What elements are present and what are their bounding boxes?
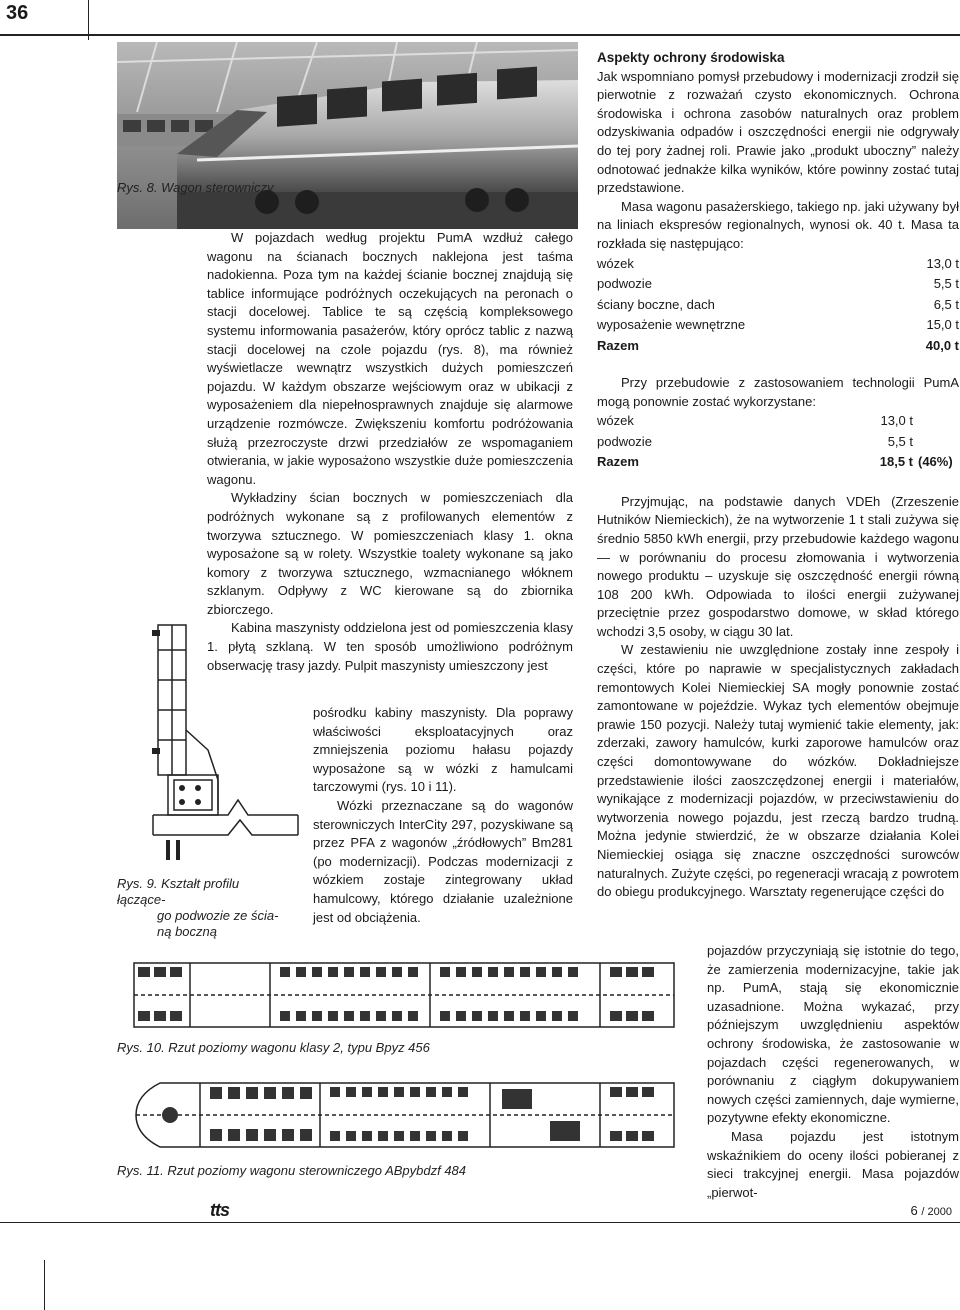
left-column-bottom [313,704,573,927]
mass-total-label: Razem [597,454,639,470]
train-photo-illustration [117,42,578,229]
right-para-3: Przy przebudowie z zastosowaniem technologii PumA mogą ponownie zostać wykorzystane: [597,375,959,409]
mass-table-reused [597,411,953,473]
mass-label: ściany boczne, dach [597,296,715,312]
fig9-caption-line-1: Rys. 9. Kształt profilu łączące- [117,876,240,907]
right-para-5-cont: pojazdów przyczyniają się istotnie do tego, że zamierzenia modernizacyjne, takie jak np. PumA, stają się ekonomicznie uzasadnione. Można wykazać, przy późniejszym uwzględnieniu aspektów ochrony środowiska, że zastosowanie w pojazdach części regenerowanych, w porównaniu z ciągłym dokupywaniem nowych części zamiennych, daje wymierne, pozytywne efekty ekonomiczne. [707,943,959,1126]
mass-row [597,295,959,316]
train-photo [117,42,578,229]
mass-total-percent: (46%) [918,454,953,470]
mass-value: 13,0 t [880,413,913,429]
mass-row [597,315,959,336]
mass-label: wózek [597,255,634,271]
floor-plan-abpybdzf484-svg [130,1075,680,1155]
mass-value: 5,5 t [887,433,913,449]
mass-value: 13,0 t [926,255,959,271]
mass-label: podwozie [597,433,652,449]
mass-label: wyposażenie wewnętrzne [597,317,746,333]
mass-label: wózek [597,413,634,429]
profile-drawing [148,620,308,870]
right-para-1: Jak wspomniano pomysł przebudowy i modernizacji zrodził się pierwotnie z rozważań czysto ekonomicznych. Ochrona środowiska i ochrona zasobów naturalnych oraz problem odzyskiwania odpadów i oszczędności energii nie odgrywały do tej pory żadnej roli. Prawie jako „produkt uboczny” należy odnotować jednakże kilka wyników, które powinny zostać tutaj przedstawione. [597,68,959,196]
profile-drawing-svg [148,620,308,870]
mass-total-value: 18,5 t [879,454,913,470]
mass-total-value: 40,0 t [925,337,959,353]
right-para-2: Masa wagonu pasażerskiego, takiego np. jaki używany był na liniach ekspresów regionalnych, wynosi ok. 40 t. Masa ta rozkłada się następująco: [597,198,959,251]
fig9-caption [117,876,287,940]
fig10-caption: Rys. 10. Rzut poziomy wagonu klasy 2, typu Bpyz 456 [117,1040,430,1055]
issue-number [911,1203,952,1218]
left-para-3-cont: pośrodku kabiny maszynisty. Dla poprawy właściwości eksploatacyjnych oraz zmniejszenia poziomu hałasu pojazdy wyposażone są w wózki z hamulcami tarczowymi (rys. 10 i 11). [313,705,573,795]
mass-value: 15,0 t [926,317,959,333]
floor-plan-bpyz456-svg [130,955,680,1035]
fig8-caption: Rys. 8. Wagon sterowniczy [117,180,274,195]
left-column-top [207,229,573,675]
tts-logo: tts [210,1200,229,1220]
right-column [597,49,959,902]
fig11-caption: Rys. 11. Rzut poziomy wagonu sterowniczego ABpybdzf 484 [117,1163,467,1178]
right-para-5: W zestawieniu nie uwzględnione zostały inne zespoły i części, które po naprawie w specjalistycznych zakładach remontowych Kolei Niemieckiej SA mogły ponownie zostać zamontowane w pojeździe. Wykaz tych elementów obejmuje prawie 150 pozycji. Należy tutaj wymienić takie elementy, jak: zderzaki, zawory hamulców, kurki zaporowe hamulców oraz części domontowywane do wózków. Dokładniejsze przedstawienie ilości zaoszczędzonej energii i materiałów, wynikające z modernizacji pojazdów, w przeciwstawieniu do wytworzenia nowego pojazdu, jest rzeczą bardzo trudną. Można jedynie stwierdzić, że w obszarze działania Kolei Niemieckiej osiąga się znaczne oszczędności surowców naturalnych. Zużyte części, po regeneracji wracają z powrotem do obiegu produkcyjnego. Warsztaty regenerujące części do [597,642,959,900]
mass-row [597,254,959,275]
left-para-1: W pojazdach według projektu PumA wzdłuż całego wagonu na ścianach bocznych naklejona jest taśma nadokienna. Poza tym na każdej ścianie bocznej znajdują się tablice informujące podróżnych oczekujących na peronach o stacji docelowej. Tablice te są częścią kompleksowego systemu informowania pasażerów, który oprócz tablic z nazwą stacji docelowej na czole pojazdu (rys. 8), ma również wyświetlacze wewnątrz wszystkich dużych pomieszczeń pojazdu. W każdym obszarze wejściowym oraz w ubikacji z wyposażeniem dla niepełnosprawnych znajduje się alarmowe urządzenie rozmówcze. Zwiększeniu komfortu podróżowania służą przezroczyste drzwi przedziałów ze wspomaganiem otwierania, w jakie wyposażono wszystkie duże pomieszczenia wagonu. [207,230,573,487]
mass-value: 6,5 t [933,296,959,312]
issue-year: / 2000 [921,1206,952,1218]
mass-value: 5,5 t [933,276,959,292]
mass-label: podwozie [597,276,652,292]
left-para-2: Wykładziny ścian bocznych w pomieszczeniach dla podróżnych wykonane są z profilowanych elementów z tworzywa sztucznego. W pomieszczeniach klasy 1. okna wyposażone są w rolety. Wszystkie toalety wykonane są jako komory z tworzywa sztucznego, wzmacnianego włóknem szklanym. Odpływy z WC kierowane są do zbiornika zbiorczego. [207,490,573,617]
floor-plan-bpyz456 [130,955,680,1035]
floor-plan-abpybdzf484 [130,1075,680,1155]
mass-total-row [597,452,913,473]
mass-table-full [597,254,959,357]
right-para-4: Przyjmując, na podstawie danych VDEh (Zrzeszenie Hutników Niemieckich), że na wytworzenie 1 t stali zużywa się średnio 5850 kWh energii, przy przebudowie każdego wagonu — w porównaniu do procesu złomowania i wytworzenia nowego produktu – uzyskuje się oszczędność energii równą 108 200 kWh. Odpowiada to ilości energii zużywanej przeciętnie przez gospodarstwo domowe, w skład którego wchodzi 3,5 osoby, w ciągu 30 lat. [597,493,959,639]
footer-divider-vertical [44,1260,45,1310]
left-para-3: Kabina maszynisty oddzielona jest od pomieszczenia klasy 1. płytą szklaną. W ten sposób umożliwiono podróżnym obserwację trasy jazdy. Pulpit maszynisty umieszczony jest [207,620,573,673]
fig9-caption-line-3: ną boczną [157,924,217,939]
mass-total-label: Razem [597,337,639,353]
page-number: 36 [6,2,29,24]
footer-rule [0,1222,960,1223]
left-para-4: Wózki przeznaczane są do wagonów sterowniczych InterCity 297, pozyskiwane są przez PFA z wagonów „źródłowych” Bm281 (po modernizacji). Podczas modernizacji z wózkiem zostaje zintegrowany układ hamulcowy, którego działanie uzależnione jest od obciążenia. [313,797,573,925]
fig9-caption-line-2: go podwozie ze ścia- [157,908,279,923]
mass-row [597,411,913,432]
right-column-narrow [707,942,959,1202]
mass-row [597,432,913,453]
mass-total-row [597,336,959,357]
issue-num: 6 [910,1203,918,1218]
right-para-6: Masa pojazdu jest istotnym wskaźnikiem do oceny ilości pobieranej z sieci trakcyjnej energii. Masa pojazdów „pierwot- [707,1128,959,1200]
section-heading: Aspekty ochrony środowiska [597,50,785,65]
header-rule [0,34,960,36]
mass-row [597,274,959,295]
